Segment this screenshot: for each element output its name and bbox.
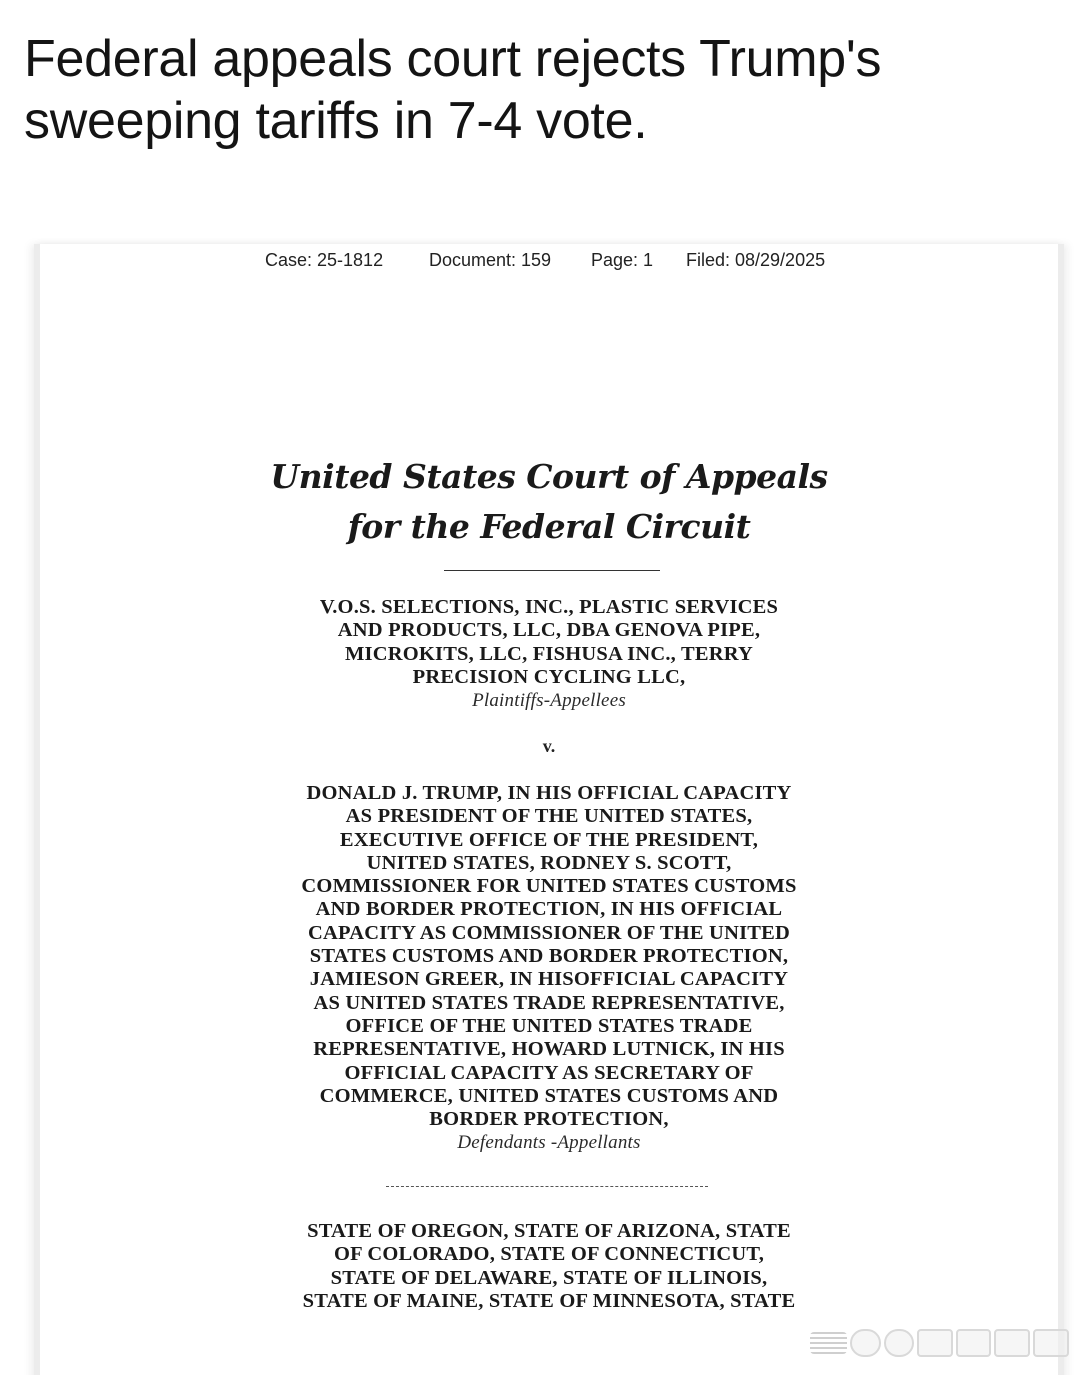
plaintiffs-line: PRECISION CYCLING LLC, bbox=[412, 665, 686, 688]
section-divider bbox=[386, 1186, 708, 1187]
plaintiffs-block bbox=[40, 596, 1058, 712]
watermark-circle-icon bbox=[850, 1329, 880, 1357]
watermark-circle-icon bbox=[884, 1329, 914, 1357]
plaintiffs-role: Plaintiffs-Appellees bbox=[472, 690, 626, 712]
defendants-line: OFFICE OF THE UNITED STATES TRADE bbox=[345, 1014, 753, 1037]
defendants-line: AS UNITED STATES TRADE REPRESENTATIVE, bbox=[313, 991, 785, 1014]
document-number: Document: 159 bbox=[429, 250, 552, 270]
defendants-line: COMMERCE, UNITED STATES CUSTOMS AND bbox=[319, 1084, 779, 1107]
court-title bbox=[40, 452, 1058, 552]
court-title-line-2: for the Federal Circuit bbox=[347, 507, 751, 546]
filed-date: Filed: 08/29/2025 bbox=[686, 250, 826, 270]
defendants-line: CAPACITY AS COMMISSIONER OF THE UNITED bbox=[307, 921, 790, 944]
versus-label: v. bbox=[542, 736, 556, 756]
states-line: OF COLORADO, STATE OF CONNECTICUT, bbox=[333, 1243, 765, 1266]
defendants-role: Defendants -Appellants bbox=[457, 1132, 641, 1154]
defendants-line: DONALD J. TRUMP, IN HIS OFFICIAL CAPACITY bbox=[306, 782, 792, 804]
plaintiffs-line: V.O.S. SELECTIONS, INC., PLASTIC SERVICES bbox=[319, 596, 779, 618]
plaintiffs-line: MICROKITS, LLC, FISHUSA INC., TERRY bbox=[344, 642, 753, 665]
watermark-glyph-icon bbox=[994, 1329, 1030, 1357]
court-document-page bbox=[34, 244, 1064, 1375]
plaintiffs-line: AND PRODUCTS, LLC, DBA GENOVA PIPE, bbox=[337, 619, 761, 642]
defendants-line: AS PRESIDENT OF THE UNITED STATES, bbox=[345, 805, 753, 828]
states-line: STATE OF DELAWARE, STATE OF ILLINOIS, bbox=[330, 1266, 768, 1289]
defendants-line: REPRESENTATIVE, HOWARD LUTNICK, IN HIS bbox=[313, 1038, 785, 1061]
watermark-lines-icon bbox=[810, 1332, 847, 1354]
defendants-line: COMMISSIONER FOR UNITED STATES CUSTOMS bbox=[301, 875, 797, 898]
defendants-line: AND BORDER PROTECTION, IN HIS OFFICIAL bbox=[315, 898, 783, 921]
defendants-line: EXECUTIVE OFFICE OF THE PRESIDENT, bbox=[339, 828, 759, 851]
defendants-block bbox=[40, 782, 1058, 1155]
court-title-line-1: United States Court of Appeals bbox=[270, 457, 828, 496]
defendants-line: JAMIESON GREER, IN HISOFFICIAL CAPACITY bbox=[309, 968, 789, 991]
watermark-glyph-icon bbox=[1033, 1329, 1069, 1357]
title-divider bbox=[444, 570, 660, 571]
defendants-line: BORDER PROTECTION, bbox=[429, 1108, 669, 1131]
states-line: STATE OF OREGON, STATE OF ARIZONA, STATE bbox=[307, 1220, 791, 1242]
page-number: Page: 1 bbox=[591, 250, 654, 270]
watermark-glyph-icon bbox=[956, 1329, 992, 1357]
defendants-line: UNITED STATES, RODNEY S. SCOTT, bbox=[366, 851, 732, 874]
states-line: STATE OF MAINE, STATE OF MINNESOTA, STATE bbox=[302, 1289, 796, 1312]
post-headline: Federal appeals court rejects Trump's sweeping tariffs in 7-4 vote. bbox=[24, 30, 882, 150]
case-number: Case: 25-1812 bbox=[265, 250, 384, 270]
watermark-logo bbox=[810, 1322, 1072, 1364]
watermark-glyph-icon bbox=[917, 1329, 953, 1357]
defendants-line: OFFICIAL CAPACITY AS SECRETARY OF bbox=[344, 1061, 754, 1084]
states-block bbox=[40, 1220, 1058, 1313]
defendants-line: STATES CUSTOMS AND BORDER PROTECTION, bbox=[309, 945, 789, 968]
